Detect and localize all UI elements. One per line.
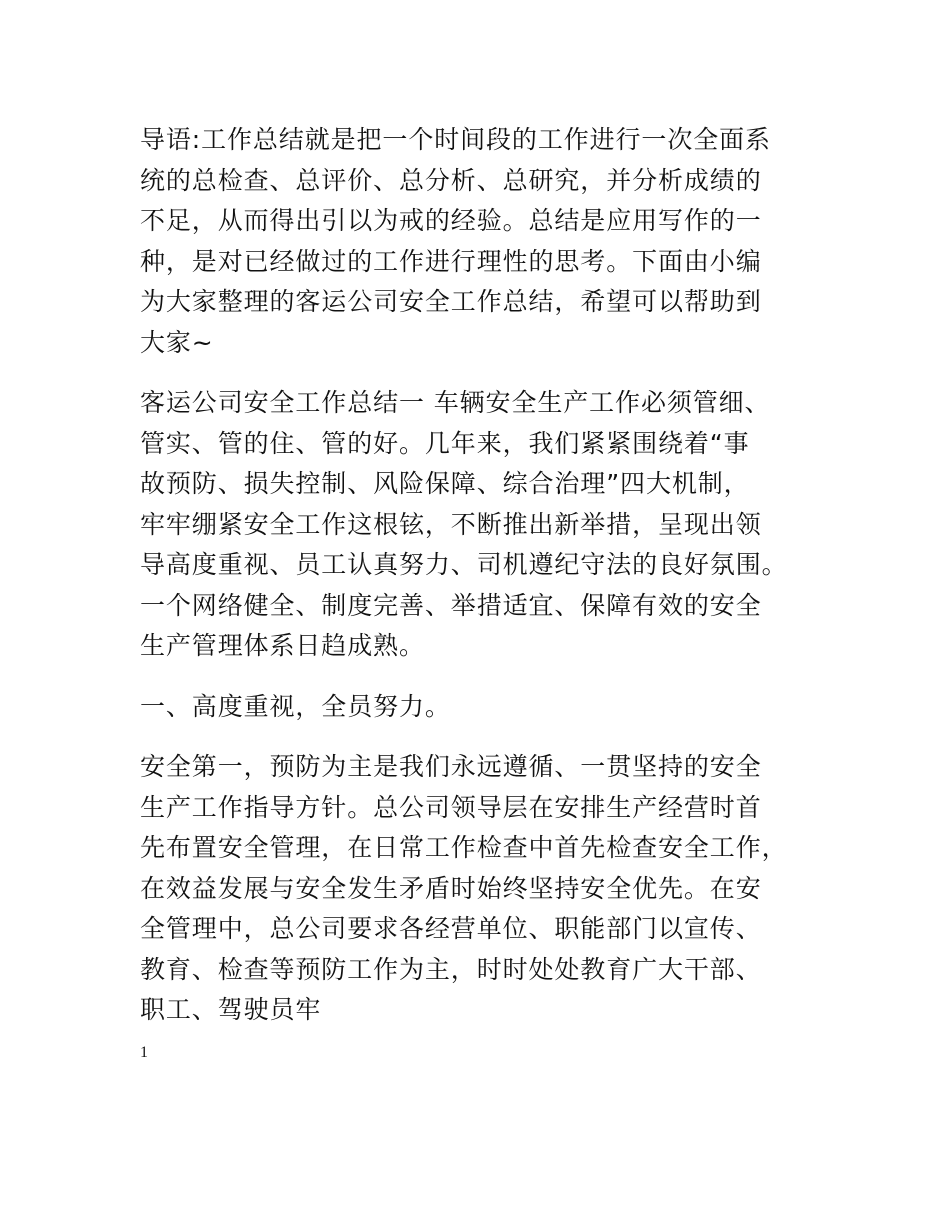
heading-line: 一、高度重视，全员努力。: [140, 691, 451, 721]
text-line: 不足，从而得出引以为戒的经验。总结是应用写作的一: [140, 206, 762, 235]
page-number: 1: [140, 1044, 148, 1061]
document-body: [140, 120, 830, 1031]
text-line: 种，是对已经做过的工作进行理性的思考。下面由小编: [140, 246, 762, 276]
text-line: 统的总检查、总评价、总分析、总研究，并分析成绩的: [140, 165, 762, 195]
text-line: 大家~: [140, 327, 214, 357]
intro-paragraph: [140, 120, 830, 363]
safety-paragraph: [140, 747, 830, 1031]
text-line: 职工、驾驶员牢: [140, 995, 322, 1024]
text-line: 安全第一，预防为主是我们永远遵循、一贯坚持的安全: [140, 752, 762, 781]
text-line: 生产工作指导方针。总公司领导层在安排生产经营时首: [140, 792, 762, 822]
summary-one-paragraph: [140, 383, 830, 667]
text-line: 在效益发展与安全发生矛盾时始终坚持安全优先。在安: [140, 873, 762, 903]
section-heading: [140, 687, 830, 728]
text-line: 生产管理体系日趋成熟。: [140, 631, 425, 660]
text-line: 一个网络健全、制度完善、举措适宜、保障有效的安全: [140, 590, 762, 620]
text-line: 导语:工作总结就是把一个时间段的工作进行一次全面系: [140, 125, 771, 154]
text-line: 客运公司安全工作总结一 车辆安全生产工作必须管细、: [140, 388, 771, 417]
text-line: 全管理中，总公司要求各经营单位、职能部门以宣传、: [140, 914, 762, 943]
text-line: 故预防、损失控制、风险保障、综合治理”四大机制，: [140, 469, 750, 498]
text-line: 为大家整理的客运公司安全工作总结，希望可以帮助到: [140, 287, 762, 316]
text-line: 先布置安全管理，在日常工作检查中首先检查安全工作，: [140, 833, 788, 862]
text-line: 管实、管的住、管的好。几年来，我们紧紧围绕着“事: [140, 428, 750, 458]
text-line: 牢牢绷紧安全工作这根铉，不断推出新举措，呈现出领: [140, 509, 762, 539]
text-line: 教育、检查等预防工作为主，时时处处教育广大干部、: [140, 954, 762, 984]
text-line: 导高度重视、员工认真努力、司机遵纪守法的良好氛围。: [140, 550, 788, 579]
